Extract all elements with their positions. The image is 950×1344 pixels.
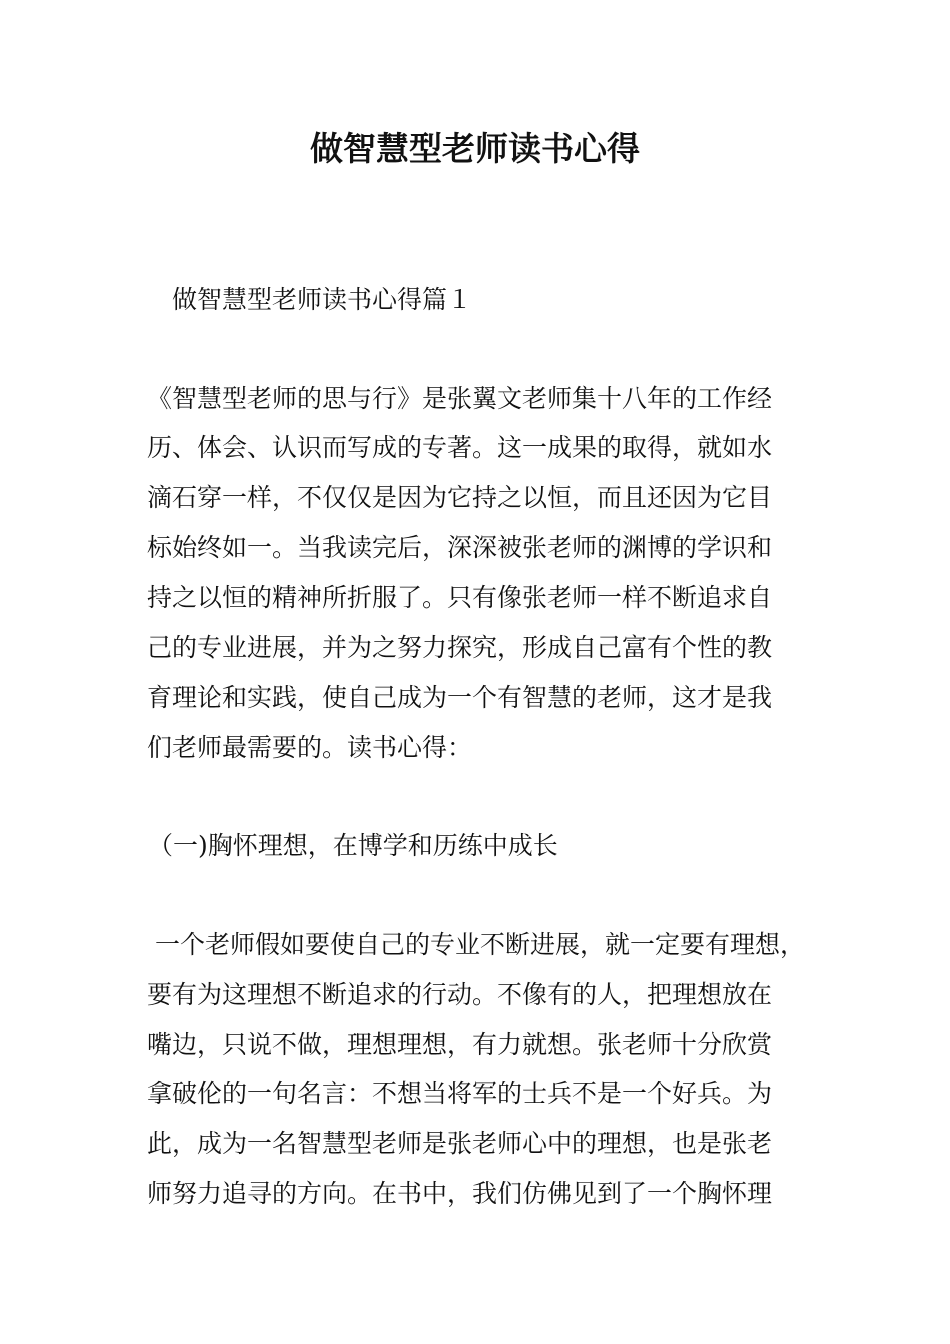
paragraph-line: 要有为这理想不断追求的行动。不像有的人，把理想放在 [147, 980, 773, 1009]
document-title: 做智慧型老师读书心得 [310, 129, 640, 168]
document-subtitle: 做智慧型老师读书心得篇１ [172, 285, 473, 314]
paragraph-line: 《智慧型老师的思与行》是张翼文老师集十八年的工作经 [147, 384, 773, 413]
paragraph-line: 此，成为一名智慧型老师是张老师心中的理想，也是张老 [147, 1129, 773, 1158]
paragraph-line: 历、体会、认识而写成的专著。这一成果的取得，就如水 [147, 433, 773, 462]
paragraph-line: 标始终如一。当我读完后，深深被张老师的渊博的学识和 [147, 533, 773, 562]
paragraph-line: 拿破伦的一句名言：不想当将军的士兵不是一个好兵。为 [147, 1079, 773, 1108]
paragraph-line: 己的专业进展，并为之努力探究，形成自己富有个性的教 [147, 633, 773, 662]
paragraph-line: 持之以恒的精神所折服了。只有像张老师一样不断追求自 [147, 583, 773, 612]
paragraph-line: 一个老师假如要使自己的专业不断进展，就一定要有理想， [155, 930, 806, 959]
paragraph-line: 育理论和实践，使自己成为一个有智慧的老师，这才是我 [147, 683, 773, 712]
paragraph-line: 师努力追寻的方向。在书中，我们仿佛见到了一个胸怀理 [147, 1179, 773, 1208]
paragraph-line: 们老师最需要的。读书心得： [147, 733, 473, 762]
paragraph-line: 嘴边，只说不做，理想理想，有力就想。张老师十分欣赏 [147, 1030, 773, 1059]
paragraph-line: 滴石穿一样，不仅仅是因为它持之以恒，而且还因为它目 [147, 483, 773, 512]
section-heading: （一)胸怀理想，在博学和历练中成长 [148, 831, 558, 860]
